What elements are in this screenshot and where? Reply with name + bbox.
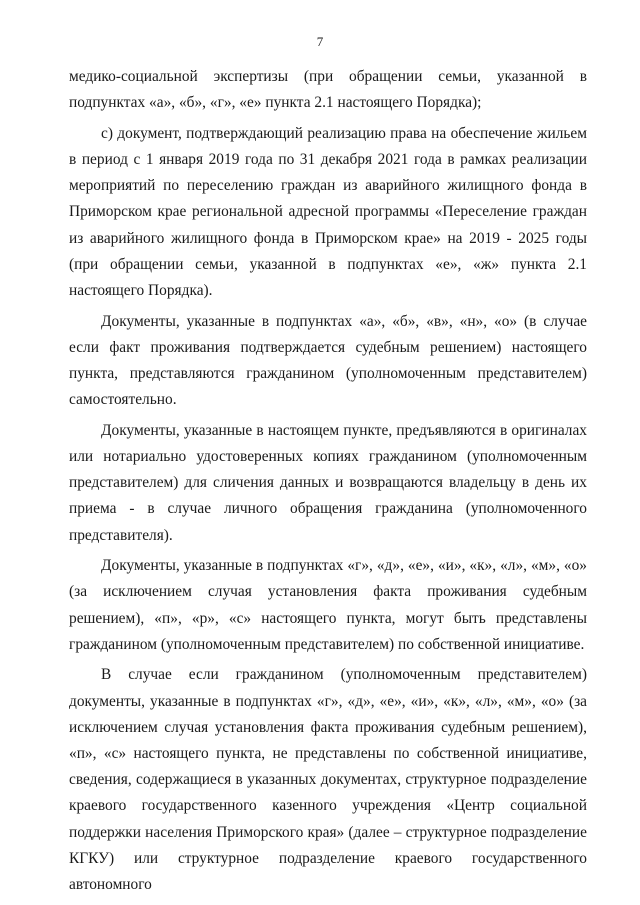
paragraph-own-initiative: Документы, указанные в подпунктах «г», «д», «е», «и», «к», «л», «м», «о» (за исключением случая установления факта проживания судебным решением), «п», «р», «с» настоящего пункта, могут быть представлены гражданином (уполномоченным представителем) по собственной инициативе. bbox=[69, 557, 587, 653]
paragraph-originals: Документы, указанные в настоящем пункте, предъявляются в оригиналах или нотариально удостоверенных копиях гражданином (уполномоченным представителем) для сличения данных и возвращаются владельцу в день их приема - в случае личного обращения гражданина (уполномоченного представителя). bbox=[69, 421, 587, 544]
page-number: 7 bbox=[316, 34, 324, 49]
paragraph-item-s: с) документ, подтверждающий реализацию права на обеспечение жильем в период с 1 января 2019 года по 31 декабря 2021 года в рамках реализации мероприятий по переселению граждан из аварийного жилищного фонда в Приморском крае региональной адресной программы «Переселение граждан из аварийного жилищного фонда в Приморском крае» на 2019 - 2025 годы (при обращении семьи, указанной в подпунктах «е», «ж» пункта 2.1 настоящего Порядка). bbox=[69, 124, 587, 300]
paragraph-continuation: медико-социальной экспертизы (при обращении семьи, указанной в подпунктах «а», «б», «г», «е» пункта 2.1 настоящего Порядка); bbox=[69, 68, 587, 112]
paragraph-not-submitted: В случае если гражданином (уполномоченным представителем) документы, указанные в подпунктах «г», «д», «е», «и», «к», «л», «м», «о» (за исключением случая установления факта проживания судебным решением), «п», «с» настоящего пункта, не представлены по собственной инициативе, сведения, содержащиеся в указанных документах, структурное подразделение краевого государственного казенного учреждения «Центр социальной поддержки населения Приморского края» (далее – структурное подразделение КГКУ) или структурное подразделение краевого государственного автономного bbox=[69, 666, 587, 894]
paragraph-self-submitted-documents: Документы, указанные в подпунктах «а», «б», «в», «н», «о» (в случае если факт проживания подтверждается судебным решением) настоящего пункта, представляются гражданином (уполномоченным представителем) самостоятельно. bbox=[69, 312, 587, 409]
body-text bbox=[69, 64, 587, 903]
